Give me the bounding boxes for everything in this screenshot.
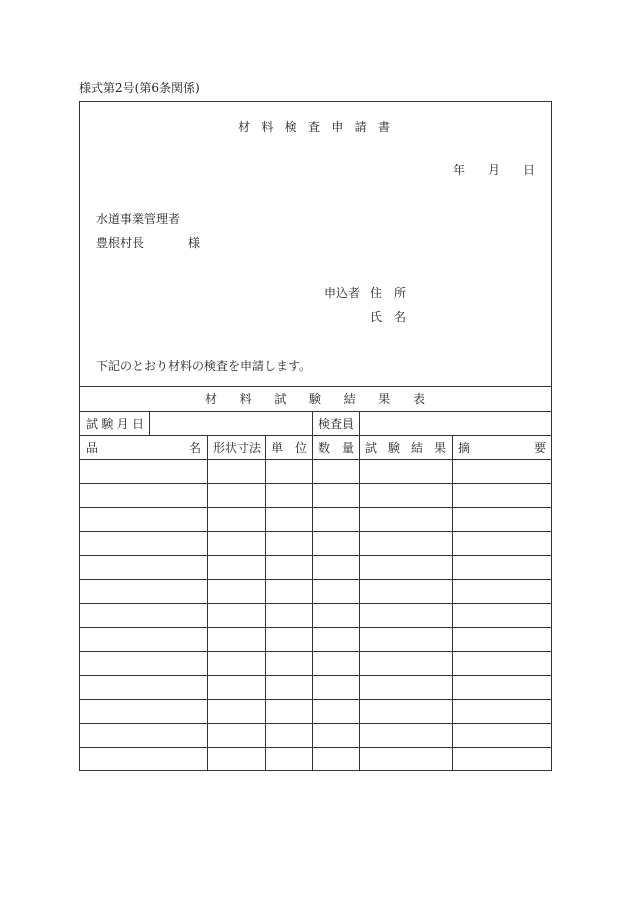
header-char: 品 [86, 441, 99, 455]
recipient-name: 豊根村長 [96, 236, 145, 250]
application-body-text: 下記のとおり材料の検査を申請します。 [96, 359, 312, 373]
application-form-frame [79, 101, 552, 771]
column-header-quantity [318, 441, 354, 455]
label-char: 日 [131, 417, 144, 431]
column-header-test-result [365, 441, 446, 455]
column-header-remarks [458, 441, 546, 455]
divider [80, 459, 551, 460]
header-char: 摘 [458, 441, 471, 455]
header-char: 状 [225, 441, 238, 455]
test-date-label [86, 417, 144, 431]
header-char: 要 [533, 441, 546, 455]
divider [452, 435, 453, 770]
divider [149, 411, 150, 435]
title-char: 請 [354, 120, 367, 134]
applicant-label: 申込者 [324, 286, 361, 300]
title-char: 検 [284, 120, 297, 134]
header-char: 果 [433, 441, 446, 455]
label-char: 名 [393, 310, 406, 324]
divider [80, 435, 551, 436]
divider [80, 627, 551, 628]
header-char: 験 [387, 441, 400, 455]
divider [312, 411, 313, 435]
divider [359, 411, 360, 435]
label-char: 査 [330, 417, 343, 431]
title-char: 材 [238, 120, 251, 134]
divider [207, 435, 208, 770]
header-char: 名 [188, 441, 201, 455]
label-char: 月 [116, 417, 129, 431]
divider [80, 723, 551, 724]
divider [80, 579, 551, 580]
header-char: 寸 [237, 441, 250, 455]
title-char: 書 [377, 120, 390, 134]
title-char: 材 [205, 392, 218, 406]
label-char: 氏 [370, 310, 383, 324]
label-char: 所 [393, 286, 406, 300]
name-label [370, 310, 406, 324]
title-char: 料 [261, 120, 274, 134]
title-char: 表 [412, 392, 425, 406]
inspector-label [318, 417, 354, 431]
title-char: 料 [239, 392, 252, 406]
column-header-shape-dimensions [213, 441, 261, 455]
header-char: 位 [294, 441, 307, 455]
column-header-item-name [86, 441, 201, 455]
divider [80, 483, 551, 484]
date-year-label: 年 [453, 163, 466, 177]
header-char: 数 [318, 441, 331, 455]
divider [359, 435, 360, 770]
title-char: 査 [307, 120, 320, 134]
divider [80, 747, 551, 748]
recipient-org: 水道事業管理者 [96, 212, 181, 226]
divider [80, 411, 551, 412]
column-header-unit [271, 441, 307, 455]
form-label: 様式第2号(第6条関係) [79, 81, 200, 95]
address-label [370, 286, 406, 300]
date-month-label: 月 [488, 163, 501, 177]
label-char: 検 [318, 417, 331, 431]
divider [80, 651, 551, 652]
header-char: 形 [213, 441, 226, 455]
header-char: 単 [271, 441, 284, 455]
header-char: 法 [249, 441, 262, 455]
header-char: 結 [410, 441, 423, 455]
date-day-label: 日 [523, 163, 536, 177]
divider [80, 507, 551, 508]
divider [80, 531, 551, 532]
divider [312, 435, 313, 770]
title-char: 結 [343, 392, 356, 406]
results-table-title [205, 392, 425, 406]
label-char: 験 [101, 417, 114, 431]
divider [80, 386, 551, 387]
divider [80, 699, 551, 700]
label-char: 住 [370, 286, 383, 300]
title-char: 験 [308, 392, 321, 406]
label-char: 員 [342, 417, 355, 431]
title-char: 試 [274, 392, 287, 406]
divider [80, 603, 551, 604]
divider [265, 435, 266, 770]
divider [80, 555, 551, 556]
label-char: 試 [86, 417, 99, 431]
header-char: 量 [341, 441, 354, 455]
title-char: 果 [378, 392, 391, 406]
header-char: 試 [365, 441, 378, 455]
recipient-honorific: 様 [188, 236, 201, 250]
form-title [238, 120, 390, 134]
divider [80, 675, 551, 676]
title-char: 申 [331, 120, 344, 134]
